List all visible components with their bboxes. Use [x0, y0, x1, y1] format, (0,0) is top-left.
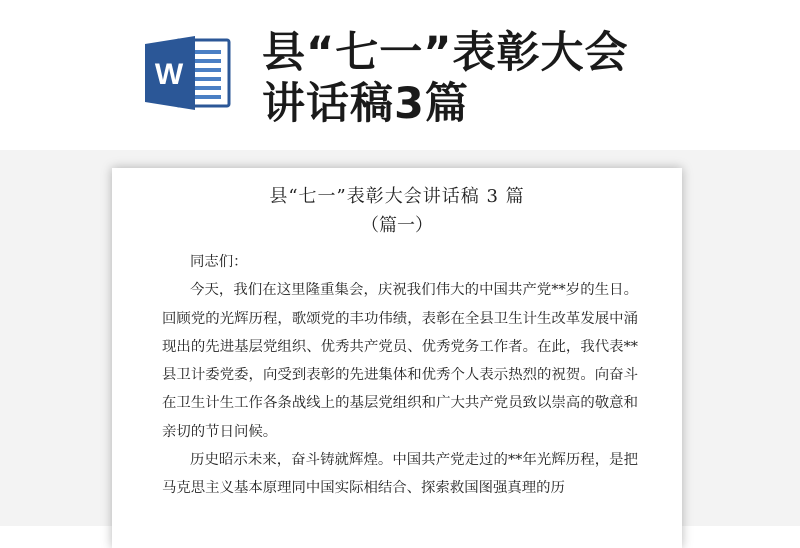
page-title-line-2: 讲话稿3篇	[262, 79, 469, 129]
paragraph-2: 历史昭示未来，奋斗铸就辉煌。中国共产党走过的**年光辉历程，是把马克思主义基本原理同中国实际相结合、探索救国图强真理的历	[162, 452, 638, 497]
page-title	[262, 28, 782, 130]
document-subtitle: （篇一）	[361, 215, 433, 236]
document-page	[112, 168, 682, 548]
paragraph-1: 今天，我们在这里隆重集会，庆祝我们伟大的中国共产党**岁的生日。回顾党的光辉历程，歌颂党的丰功伟绩，表彰在全县卫生计生改革发展中涌现出的先进基层党组织、优秀共产党员、优秀党务工作者。在此，我代表**县卫计委党委，向受到表彰的先进集体和优秀个人表示热烈的祝贺。向奋斗在卫生计生工作各条战线上的基层党组织和广大共产党员致以崇高的敬意和亲切的节日问候。	[162, 282, 638, 440]
salutation: 同志们：	[190, 254, 248, 270]
document-body	[162, 248, 638, 503]
document-title: 县“七一”表彰大会讲话稿 3 篇	[269, 186, 525, 207]
word-icon-letter: W	[154, 58, 184, 91]
word-document-icon	[143, 34, 233, 112]
page-title-line-1: 县“七一”表彰大会	[262, 28, 629, 78]
header-banner	[0, 0, 800, 150]
